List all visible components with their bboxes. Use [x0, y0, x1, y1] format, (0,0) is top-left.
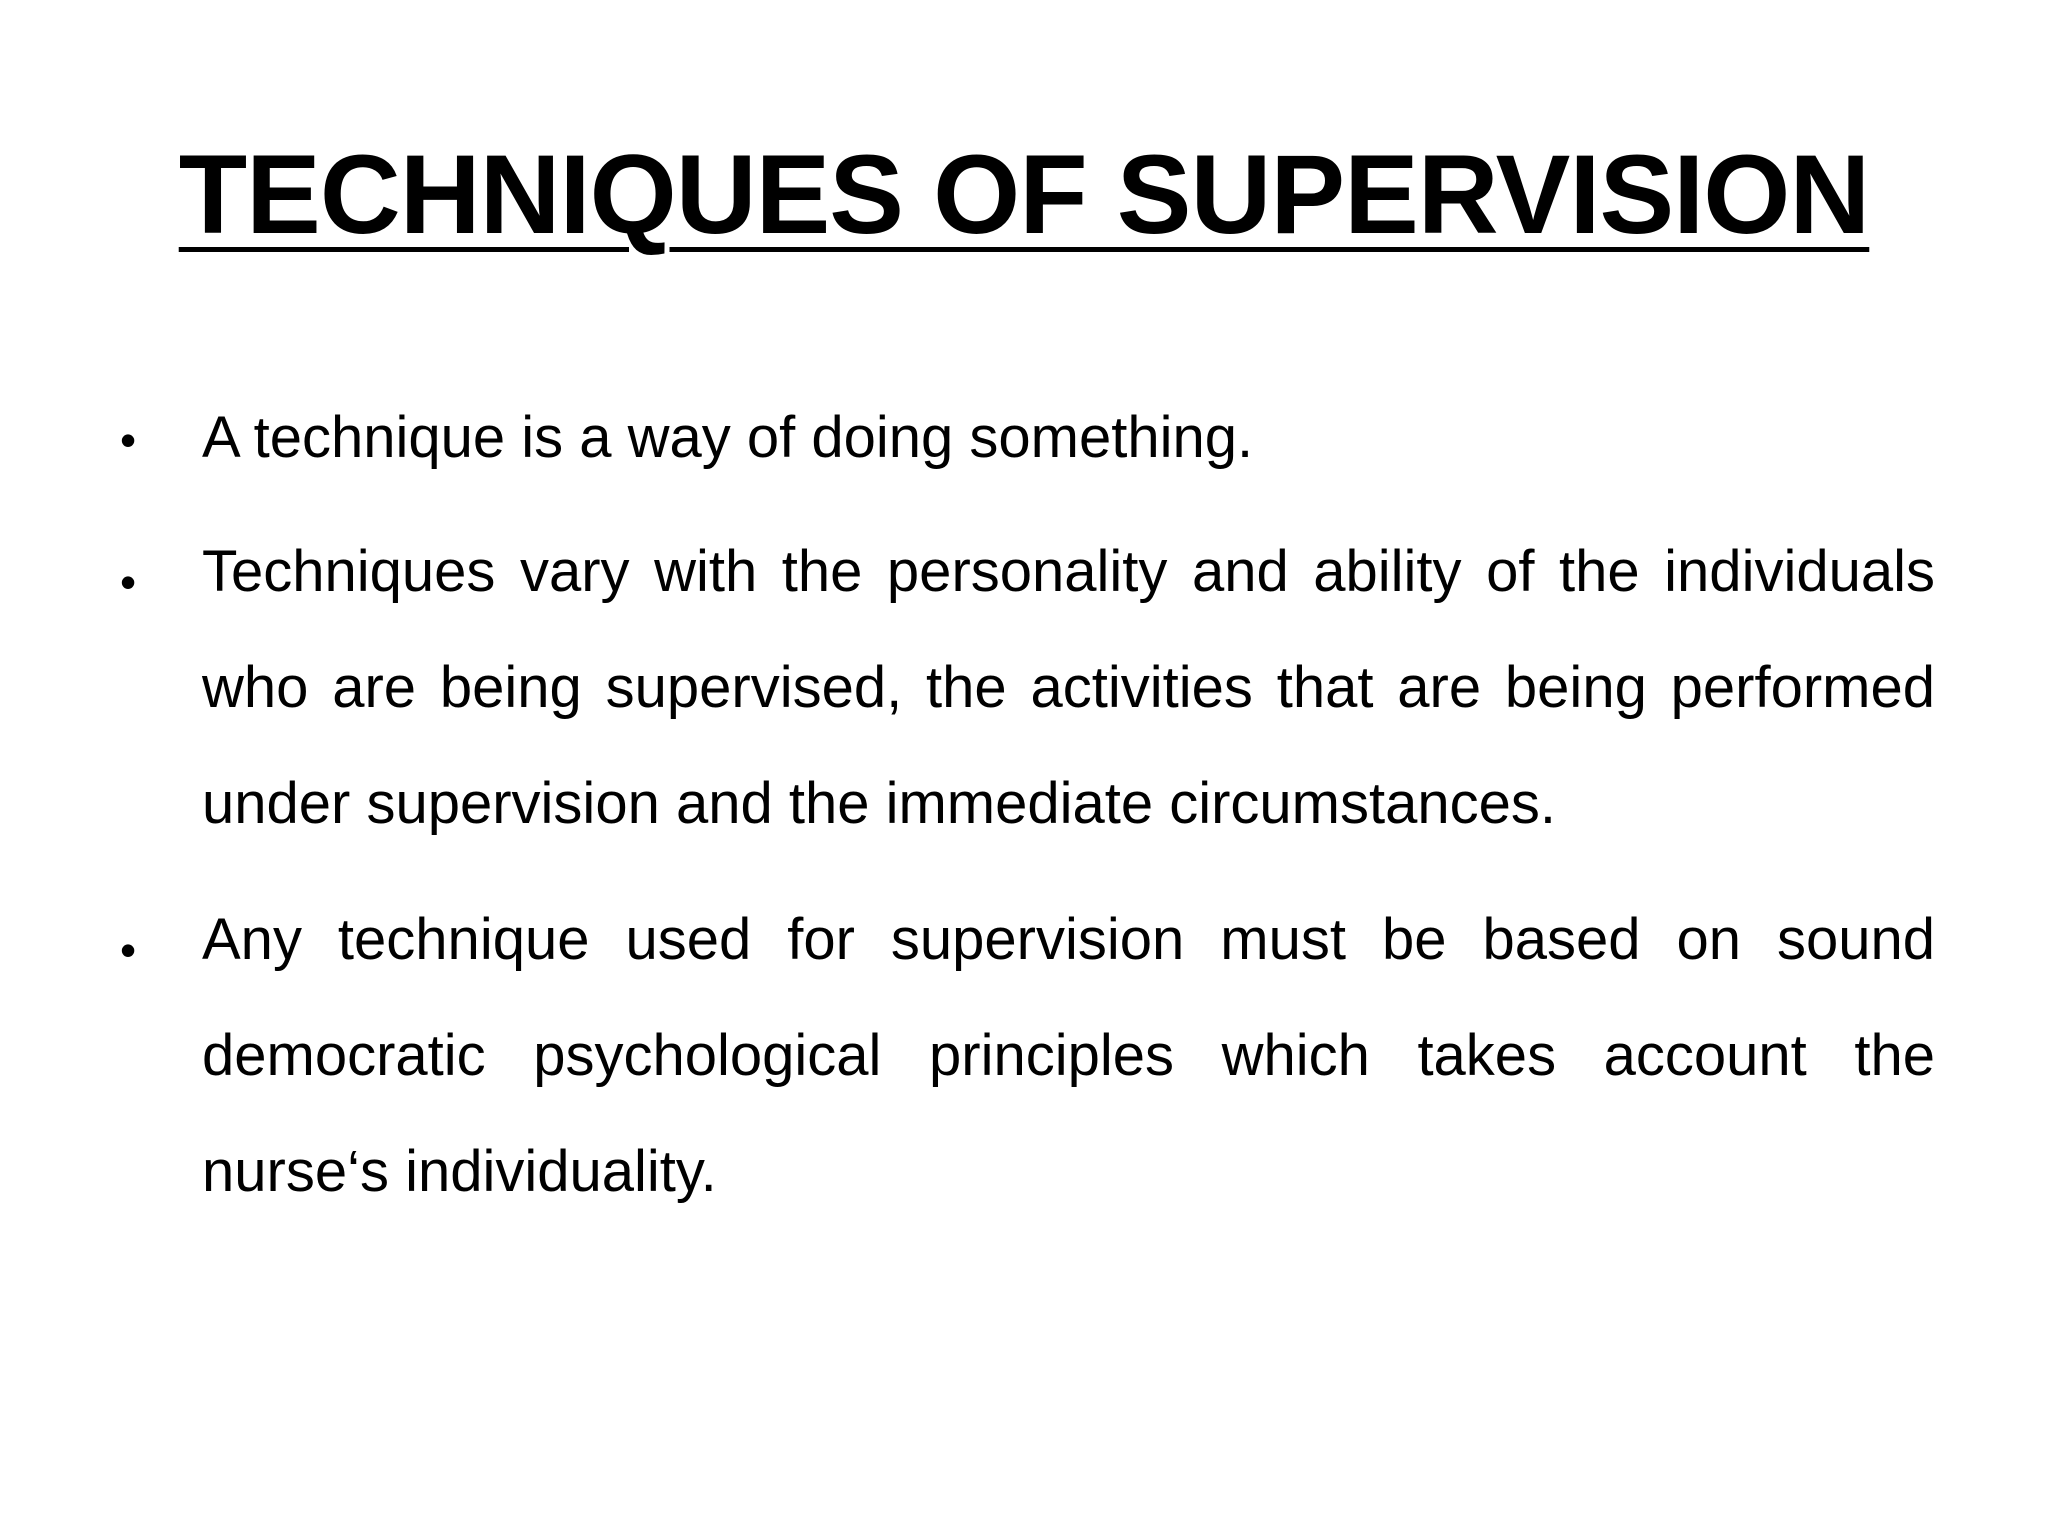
bullet-item: [120, 514, 1935, 862]
bullet-icon: •: [120, 556, 137, 608]
bullet-item: [120, 882, 1935, 1230]
bullet-text: Any technique used for supervision must be based on sound democratic psychological principles which takes account the nurse‘s individuality.: [202, 907, 1935, 1204]
slide-title-text: TECHNIQUES OF SUPERVISION: [178, 132, 1870, 257]
bullet-icon: •: [120, 414, 137, 466]
bullet-list: [120, 390, 1935, 1230]
slide-title: [0, 130, 2048, 260]
bullet-text: Techniques vary with the personality and ability of the individuals who are being supervised, the activities that are being performed under supervision and the immediate circumstances.: [202, 539, 1935, 836]
bullet-icon: •: [120, 924, 137, 976]
bullet-text: A technique is a way of doing something.: [202, 405, 1254, 470]
bullet-item: [120, 390, 1935, 486]
